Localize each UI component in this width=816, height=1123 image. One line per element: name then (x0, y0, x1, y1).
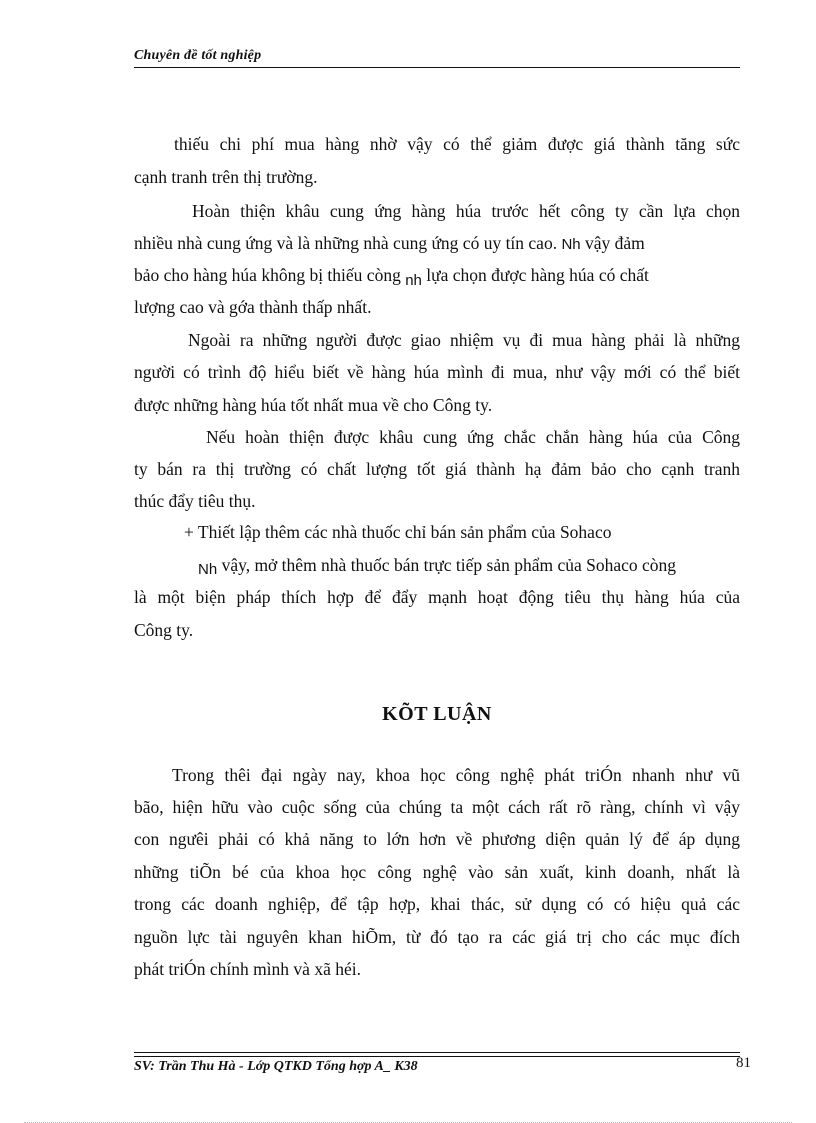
body-line: con ngưêi phải có khả năng to lớn hơn về phương diện quản lý để áp dụng (134, 829, 740, 849)
body-line: thiếu chi phí mua hàng nhờ vậy có thể giảm được giá thành tăng sức (174, 134, 740, 154)
body-line: được những hàng húa tốt nhất mua về cho Công ty. (134, 395, 493, 415)
body-line-mixed (198, 554, 676, 578)
body-line: người có trình độ hiểu biết về hàng húa mình đi mua, như vậy mới có thể biết (134, 362, 740, 382)
body-line: Công ty. (134, 620, 194, 640)
body-line: Ngoài ra những người được giao nhiệm vụ đi mua hàng phải là những (188, 330, 740, 350)
body-line: thúc đẩy tiêu thụ. (134, 491, 256, 511)
body-text-fragment: nhiều nhà cung ứng và là những nhà cung ứng có uy tín cao. (134, 233, 558, 253)
body-line: nguồn lực tài nguyên khan hiÕm, từ đó tạo ra các giá trị cho các mục đích (134, 927, 740, 947)
body-line: ty bán ra thị trường có chất lượng tốt giá thành hạ đảm bảo cho cạnh tranh (134, 459, 740, 479)
footer-author: SV: Trần Thu Hà - Lớp QTKD Tổng hợp A_ K38 (134, 1059, 418, 1074)
body-text-fragment: lựa chọn được hàng húa có chất (426, 265, 649, 285)
section-heading: KÕT LUẬN (382, 703, 492, 725)
body-line: Hoàn thiện khâu cung ứng hàng húa trước hết công ty cần lựa chọn (192, 201, 740, 221)
body-line: cạnh tranh trên thị trường. (134, 167, 318, 187)
body-line: phát triÓn chính mình và xã héi. (134, 959, 361, 979)
body-text-fragment: vậy, mở thêm nhà thuốc bán trực tiếp sản phẩm của Sohaco còng (221, 555, 677, 575)
body-line: + Thiết lập thêm các nhà thuốc chỉ bán sản phẩm của Sohaco (184, 522, 612, 542)
body-line: là một biện pháp thích hợp để đẩy mạnh hoạt động tiêu thụ hàng húa của (134, 587, 740, 607)
footer-rule (134, 1056, 740, 1057)
body-text-fragment: vậy đảm (585, 233, 645, 253)
body-line: Trong thêi đại ngày nay, khoa học công nghệ phát triÓn nhanh như vũ (172, 765, 740, 785)
body-text-fragment: nh (405, 272, 422, 289)
body-line: trong các doanh nghiệp, để tập hợp, khai thác, sử dụng có có hiệu quả các (134, 894, 740, 914)
page-number: 81 (736, 1055, 751, 1071)
body-text-fragment: Nh (198, 561, 218, 578)
body-line: Nếu hoàn thiện được khâu cung ứng chắc chắn hàng húa của Công (206, 427, 740, 447)
body-line-mixed (134, 232, 645, 256)
page-header-title: Chuyên đề tốt nghiệp (134, 48, 262, 63)
body-line-mixed (134, 264, 649, 288)
body-line: lượng cao và gớa thành thấp nhất. (134, 297, 372, 317)
body-line: bão, hiện hữu vào cuộc sống của chúng ta một cách rất rõ ràng, chính vì vậy (134, 797, 740, 817)
header-rule (134, 67, 740, 68)
footer-rule (134, 1052, 740, 1053)
body-line: những tiÕn bé của khoa học công nghệ vào sản xuất, kinh doanh, nhất là (134, 862, 740, 882)
body-text-fragment: Nh (561, 236, 581, 253)
body-text-fragment: bảo cho hàng húa không bị thiếu còng (134, 265, 401, 285)
